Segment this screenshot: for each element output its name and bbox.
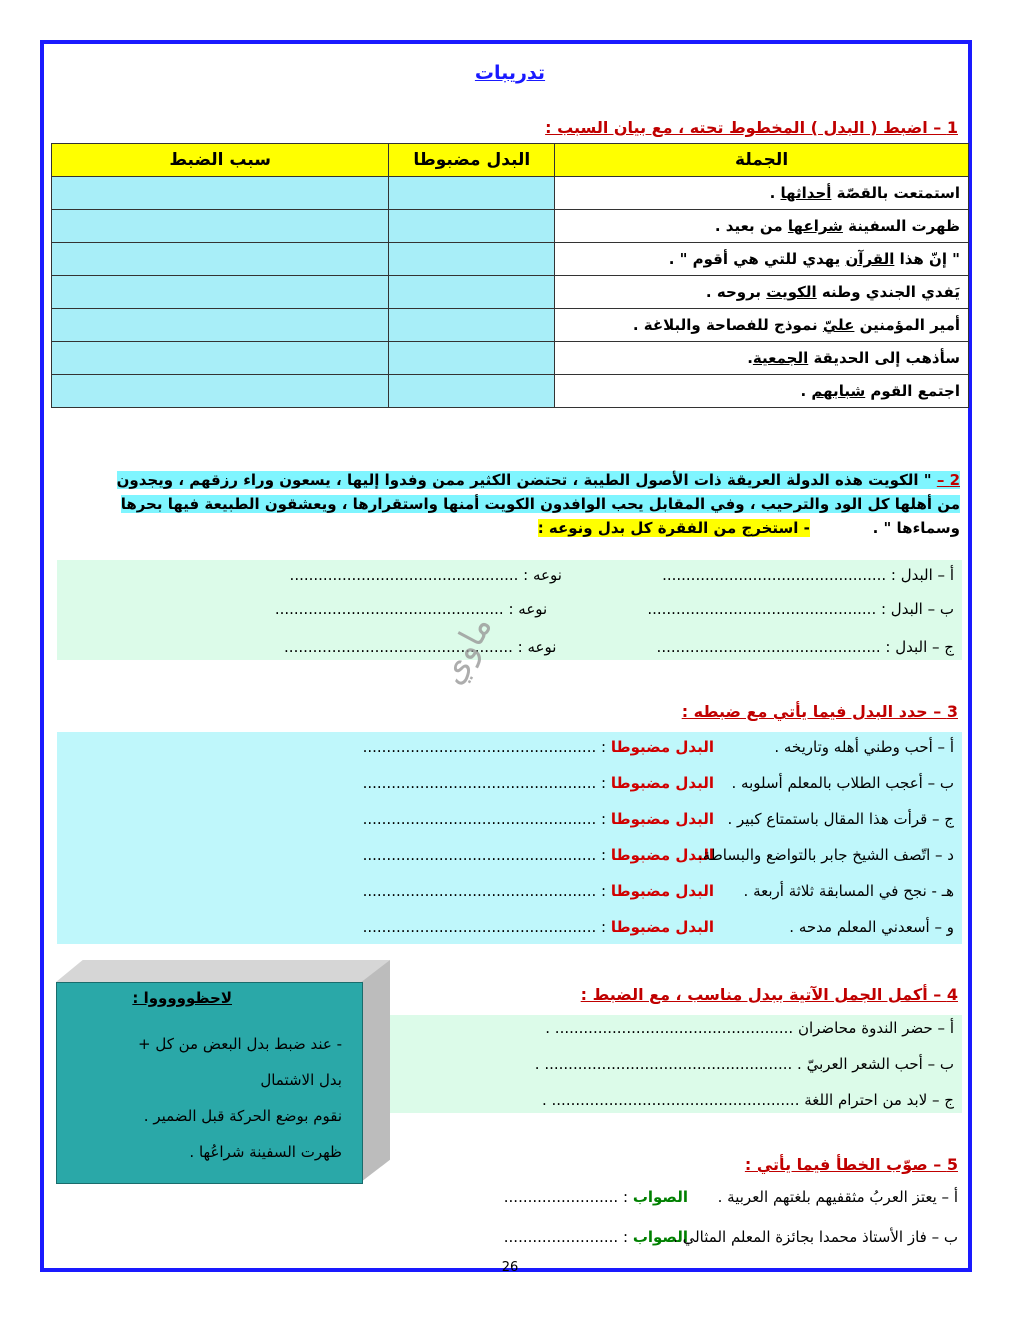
answer-cell[interactable] — [389, 210, 555, 243]
answer-cell[interactable] — [389, 342, 555, 375]
page-number: 26 — [501, 1260, 519, 1275]
answer-cell[interactable] — [389, 243, 555, 276]
table-header-row — [52, 144, 969, 177]
q4-answers — [390, 1015, 962, 1113]
note-box — [56, 960, 390, 1182]
page-title: تدريبات — [474, 62, 546, 84]
table-row: أمير المؤمنين عليّ نموذج للفصاحة والبلاغة . — [52, 309, 969, 342]
answer-cell[interactable] — [52, 375, 389, 408]
note-line: نقوم بوضع الحركة قبل الضمير . — [143, 1107, 342, 1125]
q5-answers — [358, 1188, 958, 1268]
list-item[interactable]: ب – أحب الشعر العربيّ . .................................................... . — [534, 1055, 954, 1073]
note-title: لاحظوووووا : — [132, 989, 232, 1007]
list-item[interactable]: ج – قرأت هذا المقال باستمتاع كبير .البدل مضبوطا : ................................................. — [362, 810, 954, 828]
note-line: - عند ضبط بدل البعض من كل + — [138, 1035, 342, 1053]
list-item[interactable]: أ – أحب وطني أهله وتاريخه .البدل مضبوطا : ................................................. — [362, 738, 954, 756]
table-row: سأذهب إلى الحديقة الجمعية. — [52, 342, 969, 375]
list-item[interactable]: و – أسعدني المعلم مدحه .البدل مضبوطا : ................................................. — [362, 918, 954, 936]
note-line: بدل الاشتمال — [260, 1071, 342, 1089]
q5-heading: 5 – صوّب الخطأ فيما يأتي : — [744, 1155, 958, 1174]
col-badal: البدل مضبوطا — [389, 144, 555, 177]
answer-cell[interactable] — [389, 309, 555, 342]
list-item[interactable]: أ – يعتز العربُ مثقفيهم بلغتهم العربية .الصواب : ........................ — [503, 1188, 958, 1206]
table-row: يَفدي الجندي وطنه الكويت بروحه . — [52, 276, 969, 309]
q3-heading: 3 – حدد البدل فيما يأتي مع ضبطه : — [681, 702, 958, 721]
q1-heading: 1 – اضبط ( البدل ) المخطوط تحته ، مع بيان السبب : — [545, 118, 958, 137]
q1-table — [51, 143, 969, 408]
table-row: اجتمع القوم شبابهم . — [52, 375, 969, 408]
answer-cell[interactable] — [52, 210, 389, 243]
list-item[interactable]: هـ - نجح في المسابقة ثلاثة أربعة .البدل مضبوطا : ................................................. — [362, 882, 954, 900]
list-item[interactable]: ب – البدل : ................................................ نوعه : ................................................ — [274, 600, 954, 618]
list-item[interactable]: ب – فاز الأستاذ محمدا بجائزة المعلم المثالي .الصواب : ........................ — [503, 1228, 958, 1246]
q3-answers — [57, 732, 962, 944]
list-item[interactable]: ج – لابد من احترام اللغة .................................................... . — [541, 1091, 954, 1109]
answer-cell[interactable] — [389, 276, 555, 309]
col-sentence: الجملة — [555, 144, 969, 177]
list-item[interactable]: أ – حضر الندوة محاضران .................................................. . — [545, 1019, 954, 1037]
watermark: ماوي — [431, 608, 501, 692]
answer-cell[interactable] — [52, 243, 389, 276]
col-reason: سبب الضبط — [52, 144, 389, 177]
answer-cell[interactable] — [52, 276, 389, 309]
answer-cell[interactable] — [389, 177, 555, 210]
answer-cell[interactable] — [52, 309, 389, 342]
note-line: ظهرت السفينة شراعُها . — [189, 1143, 342, 1161]
list-item[interactable]: ب – أعجب الطلاب بالمعلم أسلوبه .البدل مضبوطا : ................................................. — [362, 774, 954, 792]
list-item[interactable]: أ – البدل : ............................................... نوعه : ................................................ — [289, 566, 954, 584]
list-item[interactable]: د – اتّصف الشيخ جابر بالتواضع والبساطة.البدل مضبوطا : ................................................. — [362, 846, 954, 864]
q4-heading: 4 – أكمل الجمل الآتية ببدل مناسب ، مع الضبط : — [580, 985, 958, 1004]
table-row: " إنّ هذا القرآن يهدي للتي هي أقوم " . — [52, 243, 969, 276]
table-row: استمتعت بالقصّة أحداثها . — [52, 177, 969, 210]
answer-cell[interactable] — [52, 177, 389, 210]
answer-cell[interactable] — [52, 342, 389, 375]
answer-cell[interactable] — [389, 375, 555, 408]
q2-paragraph: 2 – " الكويت هذه الدولة العريقة ذات الأصول الطيبة ، تحتضن الكثير ممن وفدوا إليها ، يسعون وراء رزقهم ، ويجدون من أهلها كل الود والترحيب ، وفي المقابل يحب الوافدون الكويت أمنها واستقرارها ، ويعشقون الطبيعة فيها بحرها وسماءها " . - استخرج من الفقرة كل بدل ونوعه : — [116, 471, 960, 537]
q2-answers — [57, 560, 962, 660]
table-row: ظهرت السفينة شراعها من بعيد . — [52, 210, 969, 243]
list-item[interactable]: ج – البدل : ............................................... نوعه : ................................................ — [284, 638, 954, 656]
